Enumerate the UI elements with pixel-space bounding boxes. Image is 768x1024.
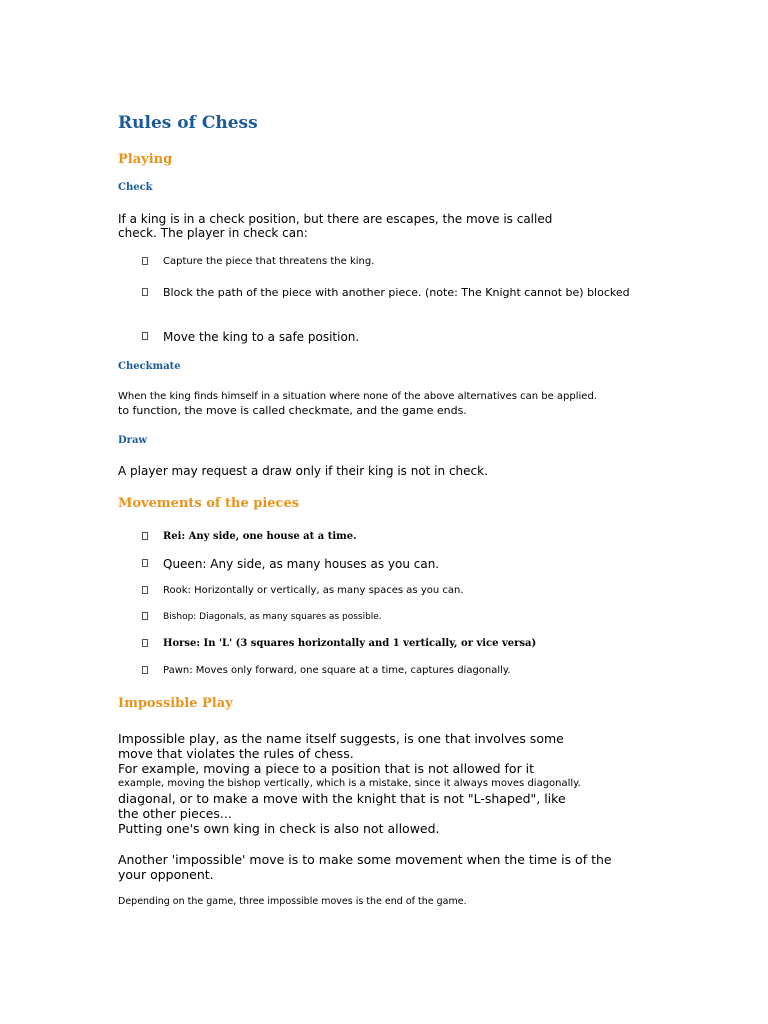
list-item-text: Pawn: Moves only forward, one square at a time, captures diagonally. [163, 665, 511, 676]
list-item-text: Rei: Any side, one house at a time. [163, 531, 357, 542]
subheading-draw: Draw [118, 435, 148, 446]
impossible-ending: Depending on the game, three impossible moves is the end of the game. [118, 896, 467, 907]
bullet-box-icon [142, 288, 148, 296]
list-item-text: Queen: Any side, as many houses as you can. [163, 557, 440, 571]
impossible-line: the other pieces... [118, 806, 232, 821]
bullet-box-icon [142, 257, 148, 265]
check-intro [118, 212, 643, 240]
checkmate-line: to function, the move is called checkmate, and the game ends. [118, 404, 467, 417]
impossible-line: Impossible play, as the name itself suggests, is one that involves some [118, 731, 564, 746]
bullet-box-icon [142, 332, 148, 340]
list-item-text: Block the path of the piece with another piece. (note: The Knight cannot be) blocked [163, 286, 630, 299]
list-item-text: Bishop: Diagonals, as many squares as possible. [163, 612, 382, 622]
impossible-another [118, 852, 643, 882]
impossible-another-line: Another 'impossible' move is to make some movement when the time is of the [118, 852, 612, 867]
list-item-text: Rook: Horizontally or vertically, as many spaces as you can. [163, 585, 464, 596]
section-heading-movements: Movements of the pieces [118, 496, 300, 511]
bullet-box-icon [142, 666, 148, 674]
page-title: Rules of Chess [118, 113, 258, 133]
section-heading-playing: Playing [118, 152, 173, 167]
impossible-text [118, 731, 643, 836]
check-intro-line: check. The player in check can: [118, 226, 308, 240]
bullet-box-icon [142, 612, 148, 620]
impossible-line: Putting one's own king in check is also not allowed. [118, 821, 440, 836]
list-item-text: Capture the piece that threatens the king. [163, 256, 375, 267]
bullet-box-icon [142, 559, 148, 567]
impossible-another-line: your opponent. [118, 867, 214, 882]
checkmate-line: When the king finds himself in a situation where none of the above alternatives can be applied. [118, 391, 597, 402]
impossible-line: diagonal, or to make a move with the knight that is not "L-shaped", like [118, 791, 566, 806]
check-intro-line: If a king is in a check position, but there are escapes, the move is called [118, 212, 553, 226]
impossible-line: move that violates the rules of chess. [118, 746, 354, 761]
bullet-box-icon [142, 532, 148, 540]
impossible-line: For example, moving a piece to a position that is not allowed for it [118, 761, 535, 776]
subheading-check: Check [118, 182, 153, 193]
draw-text: A player may request a draw only if their king is not in check. [118, 464, 488, 478]
subheading-checkmate: Checkmate [118, 361, 181, 372]
bullet-box-icon [142, 586, 148, 594]
section-heading-impossible: Impossible Play [118, 696, 233, 711]
list-item-text: Move the king to a safe position. [163, 330, 360, 344]
checkmate-text [118, 390, 643, 418]
bullet-box-icon [142, 639, 148, 647]
list-item-text: Horse: In 'L' (3 squares horizontally and 1 vertically, or vice versa) [163, 638, 537, 649]
impossible-line: example, moving the bishop vertically, which is a mistake, since it always moves diagonally. [118, 778, 581, 789]
